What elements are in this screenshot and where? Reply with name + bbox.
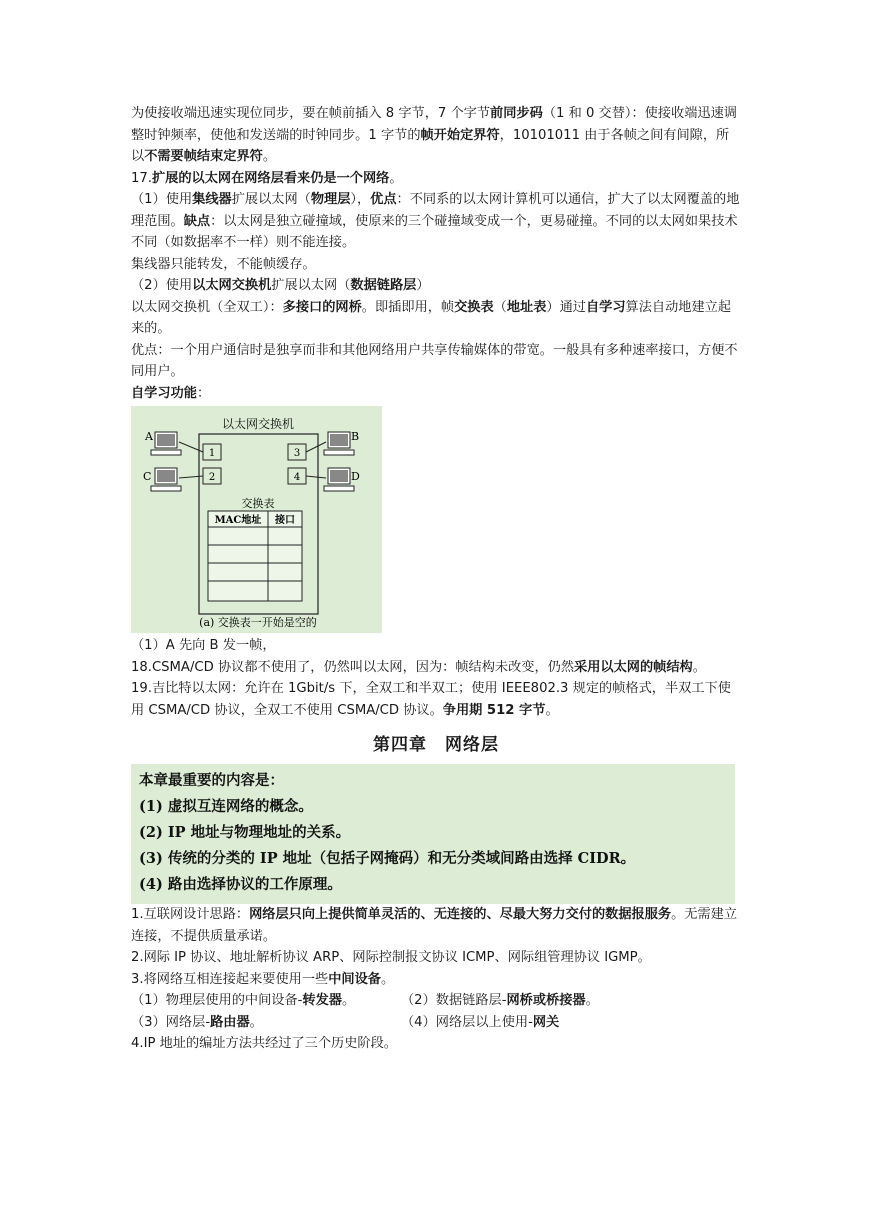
port-2-label: 2: [208, 472, 216, 483]
item-17: 17.扩展的以太网在网络层看来仍是一个网络。: [131, 170, 403, 186]
c4-item-1: 1.互联网设计思路：网络层只向上提供简单灵活的、无连接的、尽最大努力交付的数据报服务。无需建立连接，不提供质量承诺。: [131, 907, 738, 944]
switch-title: 以太网交换机: [221, 417, 295, 431]
item-18: 18.CSMA/CD 协议都不使用了，仍然叫以太网，因为：帧结构未改变，仍然采用以太网的帧结构。: [131, 659, 706, 675]
switch-figure: [131, 406, 382, 633]
item-19: 19.吉比特以太网：允许在 1Gbit/s 下，全双工和半双工；使用 IEEE802.3 规定的帧格式，半双工下使用 CSMA/CD 协议，全双工不使用 CSMA/CD 协议。争用期 512 字节。: [131, 681, 731, 718]
host-d-label: D: [351, 470, 360, 483]
document-body: [131, 103, 741, 1055]
c4-item-3: 3.将网络互相连接起来要使用一些中间设备。: [131, 971, 395, 987]
item-17-1: （1）使用集线器扩展以太网（物理层），优点：不同系的以太网计算机可以通信，扩大了以太网覆盖的地理范围。缺点：以太网是独立碰撞域，使原来的三个碰撞域变成一个，更易碰撞。不同的以太网如果技术不同（如数据率不一样）则不能连接。: [131, 192, 740, 250]
c4-item-2: 2.网际 IP 协议、地址解析协议 ARP、网际控制报文协议 ICMP、网际组管理协议 IGMP。: [131, 950, 651, 965]
port-3-label: 3: [293, 448, 301, 459]
switch-paragraph: 以太网交换机（全双工）：多接口的网桥。即插即用，帧交换表（地址表）通过自学习算法自动地建立起来的。: [131, 299, 732, 336]
chapter-summary-box: [131, 764, 735, 904]
item-17-2: （2）使用以太网交换机扩展以太网（数据链路层）: [131, 278, 430, 293]
host-c-label: C: [143, 470, 152, 483]
figure-caption: (a) 交换表一开始是空的: [199, 616, 317, 629]
port-1-label: 1: [208, 448, 216, 459]
advantage-paragraph: 优点：一个用户通信时是独享而非和其他网络用户共享传输媒体的带宽。一般具有多种速率接口，方便不同用户。: [131, 342, 738, 379]
device-4: （4）网络层以上使用-网关: [401, 1014, 560, 1030]
summary-line: 本章最重要的内容是：: [139, 772, 284, 789]
table-title: 交换表: [241, 497, 275, 510]
port-4-label: 4: [293, 472, 301, 483]
col-port-header: 接口: [275, 515, 295, 526]
devices-row-1: [131, 990, 741, 1012]
summary-line: (4) 路由选择协议的工作原理。: [139, 876, 342, 893]
self-learning-heading: 自学习功能：: [131, 385, 211, 401]
paragraph-preamble: 为使接收端迅速实现位同步，要在帧前插入 8 字节，7 个字节前同步码（1 和 0 交替）：使接收端迅速调整时钟频率，使他和发送端的时钟同步。1 字节的帧开始定界符，10101011 由于各帧之间有间隙，所以不需要帧结束定界符。: [131, 106, 737, 164]
summary-line: (3) 传统的分类的 IP 地址（包括子网掩码）和无分类域间路由选择 CIDR。: [139, 850, 636, 867]
c4-item-4: 4.IP 地址的编址方法共经过了三个历史阶段。: [131, 1036, 397, 1051]
summary-line: (2) IP 地址与物理地址的关系。: [139, 824, 351, 841]
host-a-label: A: [145, 430, 153, 443]
device-3: （3）网络层-路由器。: [131, 1014, 263, 1030]
host-b-label: B: [351, 430, 360, 443]
col-mac-header: MAC地址: [214, 515, 262, 526]
step-1: （1）A 先向 B 发一帧，: [131, 638, 276, 653]
hub-note: 集线器只能转发，不能帧缓存。: [131, 256, 316, 272]
device-1: （1）物理层使用的中间设备-转发器。: [131, 993, 356, 1008]
devices-row-2: [131, 1012, 741, 1034]
chapter-title: 第四章 网络层: [373, 735, 499, 755]
device-2: （2）数据链路层-网桥或桥接器。: [401, 993, 599, 1008]
summary-line: (1) 虚拟互连网络的概念。: [139, 798, 313, 815]
